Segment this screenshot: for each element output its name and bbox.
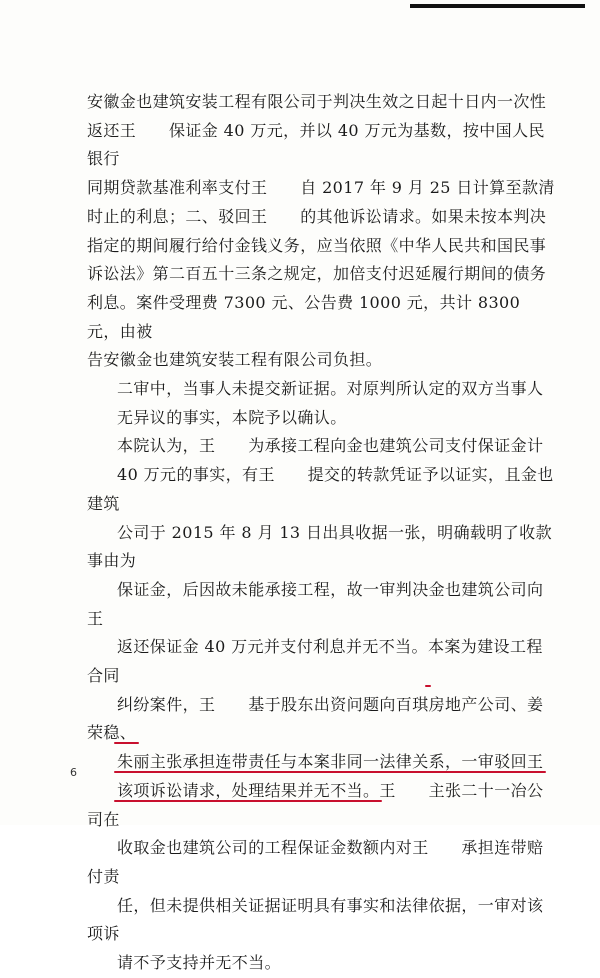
- line-text: 利息。案件受理费 7300 元、公告费 1000 元，共计 8300 元，由被: [87, 292, 521, 341]
- paragraph: [87, 88, 557, 375]
- line-text: 任，但未提供相关证据证明具有事实和法律依据，一审对该项诉: [87, 895, 544, 944]
- text-line: [87, 633, 557, 690]
- text-line: [87, 203, 557, 232]
- text-line: [87, 777, 557, 834]
- text-line: [87, 117, 557, 174]
- line-text: 告安徽金也建筑安装工程有限公司负担。: [87, 350, 383, 370]
- paragraph: [87, 375, 557, 432]
- line-text: 保证金，后因故未能承接工程，故一审判决金也建筑公司向王: [87, 579, 544, 628]
- text-line: [87, 949, 557, 978]
- document-body: [87, 88, 557, 978]
- text-line: [87, 346, 557, 375]
- text-line: [87, 519, 557, 576]
- line-text: 收取金也建筑公司的工程保证金数额内对王 承担连带赔付责: [87, 838, 544, 886]
- text-line: [87, 892, 557, 949]
- top-edge-mark: [410, 4, 585, 8]
- text-line: [87, 232, 557, 261]
- underlined-text: 本案为建设工程合同: [87, 637, 543, 686]
- line-text: 请不予支持并无不当。: [117, 953, 282, 973]
- line-text: 公司于 2015 年 8 月 13 日出具收据一张，明确载明了收款事由为: [87, 522, 552, 571]
- line-text: 返还保证金 40 万元并支付利息并无不当。: [117, 637, 428, 657]
- paragraph: [87, 432, 557, 977]
- line-text: 二审中，当事人未提交新证据。对原判所认定的双方当事人: [117, 379, 544, 399]
- line-text: 安徽金也建筑安装工程有限公司于判决生效之日起十日内一次性: [87, 92, 547, 111]
- text-line: [87, 174, 557, 203]
- underlined-text: 朱丽主张承担连带责任与本案非同一法律关系，一审驳回王: [117, 752, 544, 772]
- text-line: [87, 461, 557, 518]
- text-line: [87, 834, 557, 891]
- line-text: 诉讼法》第二百五十三条之规定，加倍支付迟延履行期间的债务: [87, 264, 547, 284]
- text-line: [87, 289, 557, 346]
- text-line: [87, 576, 557, 633]
- line-text: 本院认为，王 为承接工程向金也建筑公司支付保证金计: [117, 436, 544, 456]
- text-line: [87, 375, 557, 404]
- text-line: [87, 432, 557, 461]
- line-text: 同期贷款基准利率支付王 自 2017 年 9 月 25 日计算至款清: [87, 178, 555, 198]
- text-line: [87, 748, 557, 777]
- line-text: 王 主张二十一冶公司在: [87, 780, 544, 829]
- text-line: [87, 691, 557, 748]
- page-number: 6: [70, 766, 77, 779]
- line-text: 40 万元的事实，有王 提交的转款凭证予以证实，且金也建筑: [87, 465, 554, 513]
- text-line: [87, 88, 557, 117]
- underlined-text: 纠纷案件，王 基于股东出资问题向百琪房地产公司、姜荣稳、: [87, 694, 544, 743]
- line-text: 时止的利息；二、驳回王 的其他诉讼请求。如果未按本判决: [87, 206, 547, 226]
- line-text: 指定的期间履行给付金钱义务，应当依照《中华人民共和国民事: [87, 235, 547, 255]
- underlined-text: 该项诉讼请求，处理结果并无不当。: [117, 780, 380, 800]
- text-line: [87, 260, 557, 289]
- text-line: [87, 404, 557, 433]
- line-text: 返还王 保证金 40 万元，并以 40 万元为基数，按中国人民银行: [87, 120, 545, 169]
- line-text: 无异议的事实，本院予以确认。: [117, 407, 347, 427]
